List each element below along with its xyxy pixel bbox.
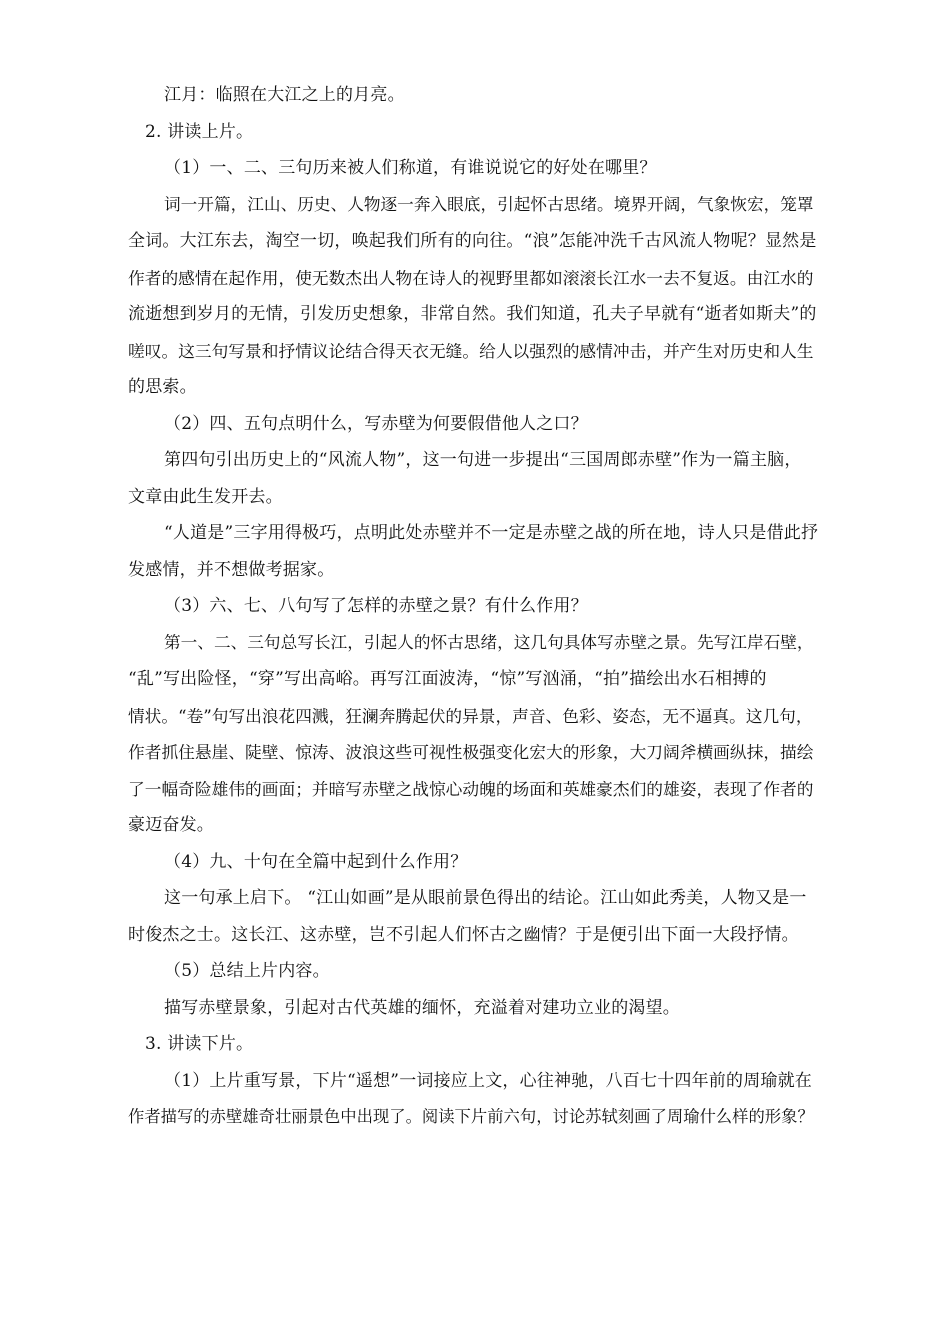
paragraph-line: 时俊杰之士。这长江、这赤壁，岂不引起人们怀古之幽情？于是便引出下面一大段抒情。 bbox=[128, 925, 799, 945]
paragraph-line: 情状。“卷”句写出浪花四溅，狂澜奔腾起伏的异景，声音、色彩、姿态，无不逼真。这几句， bbox=[128, 706, 813, 726]
paragraph-line: 嗟叹。这三句写景和抒情议论结合得天衣无缝。给人以强烈的感情冲击，并产生对历史和人生 bbox=[128, 341, 814, 361]
paragraph-line: 江月：临照在大江之上的月亮。 bbox=[164, 85, 405, 105]
paragraph-line: 豪迈奋发。 bbox=[128, 815, 214, 835]
question-heading: （4）九、十句在全篇中起到什么作用？ bbox=[164, 852, 468, 872]
paragraph-line: 这一句承上启下。 “江山如画”是从眼前景色得出的结论。江山如此秀美，人物又是一 bbox=[164, 888, 807, 908]
paragraph-line: 全词。大江东去，淘空一切，唤起我们所有的向往。“浪”怎能冲洗千古风流人物呢？显然是 bbox=[128, 231, 817, 251]
question-heading: （5）总结上片内容。 bbox=[164, 961, 330, 981]
paragraph-line: 文章由此生发开去。 bbox=[128, 487, 283, 507]
question-heading: （1）一、二、三句历来被人们称道，有谁说说它的好处在哪里？ bbox=[164, 158, 657, 178]
paragraph-line: 描写赤壁景象，引起对古代英雄的缅怀，充溢着对建功立业的渴望。 bbox=[164, 998, 680, 1018]
paragraph-line: 的思索。 bbox=[128, 377, 197, 397]
paragraph-line: 词一开篇，江山、历史、人物逐一奔入眼底，引起怀古思绪。境界开阔，气象恢宏，笼罩 bbox=[164, 195, 814, 214]
paragraph-line: “人道是”三字用得极巧，点明此处赤壁并不一定是赤壁之战的所在地，诗人只是借此抒 bbox=[164, 523, 819, 543]
paragraph-line: 作者抓住悬崖、陡壁、惊涛、波浪这些可视性极强变化宏大的形象，大刀阔斧横画纵抹，描绘 bbox=[128, 742, 814, 762]
section-heading: 2. 讲读上片。 bbox=[145, 122, 254, 142]
paragraph-line: 作者描写的赤壁雄奇壮丽景色中出现了。阅读下片前六句，讨论苏轼刻画了周瑜什么样的形象？ bbox=[128, 1107, 814, 1126]
paragraph-line: 第四句引出历史上的“风流人物”，这一句进一步提出“三国周郎赤壁”作为一篇主脑， bbox=[164, 450, 802, 470]
question-heading: （3）六、七、八句写了怎样的赤壁之景？有什么作用？ bbox=[164, 596, 588, 616]
paragraph-line: “乱”写出险怪，“穿”写出高峪。再写江面波涛，“惊”写汹涌，“拍”描绘出水石相搏的 bbox=[128, 669, 767, 689]
paragraph-line: 流逝想到岁月的无情，引发历史想象，非常自然。我们知道，孔夫子早就有“逝者如斯夫”的 bbox=[128, 304, 817, 324]
question-heading: （2）四、五句点明什么，写赤壁为何要假借他人之口？ bbox=[164, 414, 588, 434]
paragraph-line: 发感情，并不想做考据家。 bbox=[128, 560, 335, 580]
paragraph-line: 作者的感情在起作用，使无数杰出人物在诗人的视野里都如滚滚长江水一去不复返。由江水的 bbox=[128, 268, 814, 288]
paragraph-line: 了一幅奇险雄伟的画面；并暗写赤壁之战惊心动魄的场面和英雄豪杰们的雄姿，表现了作者的 bbox=[128, 779, 814, 799]
paragraph-line: （1）上片重写景，下片“遥想”一词接应上文，心往神驰，八百七十四年前的周瑜就在 bbox=[164, 1071, 812, 1091]
paragraph-line: 第一、二、三句总写长江，引起人的怀古思绪，这几句具体写赤壁之景。先写江岸石壁， bbox=[164, 633, 814, 652]
section-heading: 3. 讲读下片。 bbox=[145, 1034, 254, 1054]
